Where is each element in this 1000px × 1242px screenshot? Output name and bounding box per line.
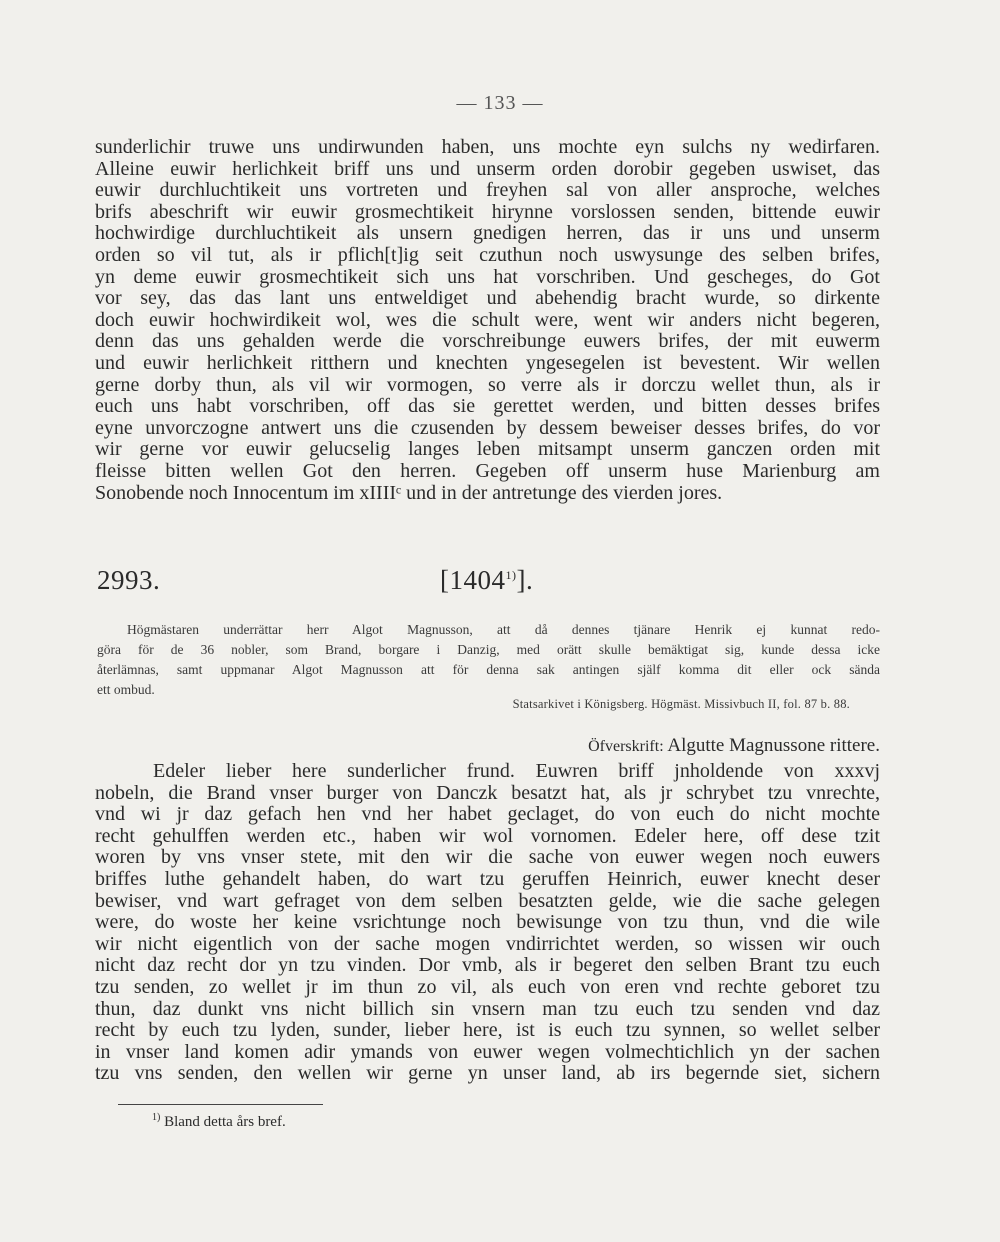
text-line: denn das uns gehalden werde die vorschreibunge euwers brifes, der mit euwerm [95, 331, 880, 353]
text-line: vor sey, das das lant uns entweldiget und abehendig bracht wurde, so dirkente [95, 288, 880, 310]
text-line: wir gerne vor euwir gelucselig langes leben mitsampt unserm ganczen orden mit [95, 439, 880, 461]
text-line: eyne unvorczogne antwert uns die czusenden by dessem beweiser desses brifes, do vor [95, 417, 880, 439]
date-text: [1404 [440, 565, 506, 595]
document-number: 2993. [97, 565, 161, 595]
text-line: thun, daz dunkt vns nicht billich sin vnsern man tzu euch tzu senden vnd daz [95, 998, 880, 1020]
footnote [152, 1112, 286, 1131]
text-line: doch euwir hochwirdikeit wol, wes die schult were, went wir anders nicht begeren, [95, 309, 880, 331]
footnote-divider [118, 1104, 323, 1105]
text-line: bewiser, vnd wart gefraget von dem selben besatzten gelde, wie die sache gelegen [95, 890, 880, 912]
letter-text [95, 761, 880, 1085]
text-line: nobeln, die Brand vnser burger von Danczk besatzt hat, als jr schrybet tzu vnrechte, [95, 782, 880, 804]
text-line: sunderlichir truwe uns undirwunden haben, uns mochte eyn sulchs ny wedirfaren. [95, 137, 880, 158]
letter-address [588, 735, 880, 757]
letter-text-continued [95, 137, 880, 504]
text-line: briffes luthe gehandelt haben, do wart tzu geruffen Heinrich, euwer knecht deser [95, 868, 880, 890]
text-line: Alleine euwir herlichkeit briff uns und unserm orden dorobir gegeben uswiset, das [95, 158, 880, 180]
document-summary [97, 620, 880, 700]
summary-line: ett ombud. [97, 682, 155, 697]
text-line: recht gehulffen werden etc., haben wir wol vornomen. Edeler here, off dese tzit [95, 825, 880, 847]
summary-line: återlämnas, samt uppmanar Algot Magnusson att för denna sak antingen själf komma dit eller ock sända [97, 662, 880, 677]
date-close: ]. [516, 565, 534, 595]
text-line: were, do woste her keine vsrichtunge noch bewisunge von tzu thun, vnd die wile [95, 912, 880, 934]
text-line: euwir durchluchtikeit uns vortreten und freyhen sal von aller ansproche, welches [95, 180, 880, 202]
footnote-text: Bland detta års bref. [164, 1114, 286, 1130]
text-line: woren by vns vnser stete, mit den wir die sache von euwer wegen noch euwers [95, 847, 880, 869]
text-line: Sonobende noch Innocentum im xIIIIᶜ und in der antretunge des vierden jores. [95, 482, 723, 504]
page-number: — 133 — [456, 92, 544, 114]
document-date [440, 565, 533, 596]
text-line: vnd wi jr daz gefach hen vnd her habet geclaget, do von euch do nicht mochte [95, 804, 880, 826]
text-line: und euwir herlichkeit ritthern und knechten yngesegelen ist bevestent. Wir wellen [95, 352, 880, 374]
summary-line: Högmästaren underrättar herr Algot Magnusson, att då dennes tjänare Henrik ej kunnat redo- [127, 622, 880, 637]
archive-source: Statsarkivet i Königsberg. Högmäst. Missivbuch II, fol. 87 b. 88. [512, 697, 850, 711]
text-line: wir nicht eigentlich von der sache mogen vndirrichtet werden, so wissen wir ouch [95, 933, 880, 955]
text-line: euch uns habt vorschriben, off das sie gerettet werden, und bitten desses brifes [95, 396, 880, 418]
text-line: recht by euch tzu lyden, sunder, lieber here, ist is euch tzu synnen, so wellet selber [95, 1020, 880, 1042]
text-line: Edeler lieber here sunderlicher frund. Euwren briff jnholdende von xxxvj [153, 761, 880, 782]
summary-line: göra för de 36 nobler, som Brand, borgare i Danzig, med orätt skulle bemäktigat sig, kunde dessa icke [97, 642, 880, 657]
text-line: fleisse bitten wellen Got den herren. Gegeben off unserm huse Marienburg am [95, 460, 880, 482]
text-line: gerne dorby thun, als vil wir vormogen, so verre als ir dorczu wellet thun, als ir [95, 374, 880, 396]
text-line: tzu senden, zo wellet jr im thun zo vil, als euch von eren vnd rechte geboret tzu [95, 976, 880, 998]
text-line: yn deme euwir grosmechtikeit sich uns hat vorschriben. Und gescheges, do Got [95, 266, 880, 288]
text-line: hochwirdige durchluchtikeit als unsern gnedigen herren, das ir uns und unserm [95, 223, 880, 245]
address-text: Algutte Magnussone rittere. [667, 735, 880, 756]
address-label: Öfverskrift: [588, 738, 664, 755]
text-line: tzu vns senden, den wellen wir gerne yn unser land, ab irs begernde siet, sichern [95, 1063, 880, 1085]
footnote-ref: 1) [505, 568, 517, 582]
text-line: nicht daz recht dor yn tzu vinden. Dor vmb, als ir begeret den selben Brant tzu euch [95, 955, 880, 977]
text-line: brifs abeschrift wir euwir grosmechtikeit hirynne vorslossen senden, bittende euwir [95, 201, 880, 223]
footnote-marker: 1) [152, 1112, 161, 1123]
text-line: orden so vil tut, als ir pflich[t]ig seit czuthun noch uswysunge des selben brifes, [95, 244, 880, 266]
text-line: in vnser land komen adir ymands von euwer wegen volmechtichlich yn der sachen [95, 1041, 880, 1063]
